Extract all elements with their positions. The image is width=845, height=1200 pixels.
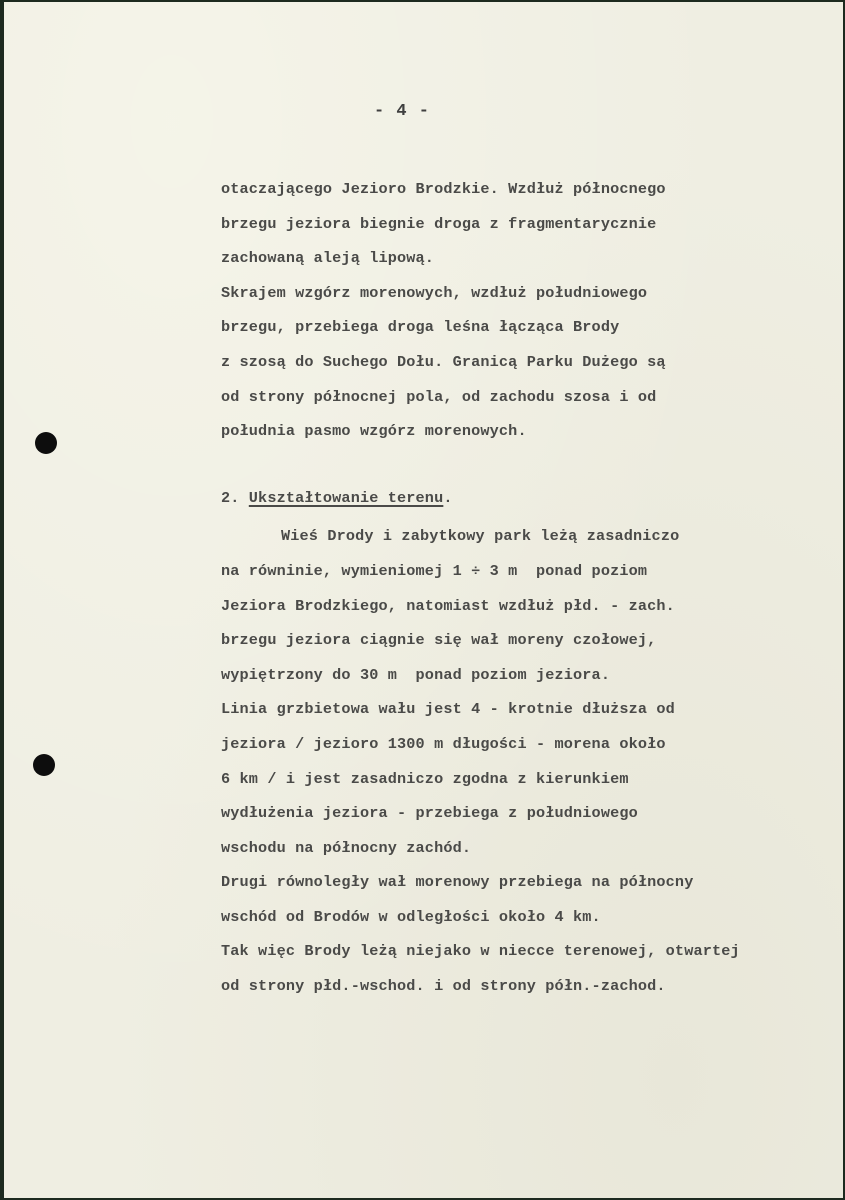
text-line: od strony północnej pola, od zachodu szosa i od: [221, 387, 657, 406]
section-title: Ukształtowanie terenu: [248, 488, 444, 507]
text-line: Skrajem wzgórz morenowych, wzdłuż południowego: [221, 283, 648, 302]
text-line: wydłużenia jeziora - przebiega z południowego: [221, 804, 638, 823]
section-title-period: .: [443, 488, 453, 507]
section-number: 2.: [221, 488, 240, 507]
document-body: [221, 172, 821, 1004]
section-heading: [221, 481, 821, 516]
text-line: jeziora / jezioro 1300 m długości - morena około: [221, 734, 666, 753]
text-line: z szosą do Suchego Dołu. Granicą Parku Dużego są: [221, 352, 666, 371]
text-line: Tak więc Brody leżą niejako w niecce terenowej, otwartej: [221, 942, 740, 961]
page-number: - 4 -: [373, 102, 430, 121]
binder-hole-bottom: [33, 754, 55, 776]
binder-hole-top: [35, 432, 57, 454]
text-line: brzegu jeziora biegnie droga z fragmentarycznie: [221, 214, 657, 233]
text-line: Linia grzbietowa wału jest 4 - krotnie dłuższa od: [221, 700, 675, 719]
text-line: Drugi równoległy wał morenowy przebiega na północny: [221, 873, 694, 892]
text-line: brzegu jeziora ciągnie się wał moreny czołowej,: [221, 631, 657, 650]
text-line: wypiętrzony do 30 m ponad poziom jeziora.: [221, 665, 611, 684]
text-line: 6 km / i jest zasadniczo zgodna z kierunkiem: [221, 769, 629, 788]
document-page: [4, 2, 843, 1198]
paragraph-continuation: [221, 172, 821, 449]
text-line: Jeziora Brodzkiego, natomiast wzdłuż płd. - zach.: [221, 596, 675, 615]
text-line: na równinie, wymieniomej 1 ÷ 3 m ponad poziom: [221, 561, 648, 580]
text-line: wschód od Brodów w odległości około 4 km.: [221, 907, 601, 926]
text-line: zachowaną aleją lipową.: [221, 249, 435, 268]
text-line: południa pasmo wzgórz morenowych.: [221, 422, 527, 441]
text-line: otaczającego Jezioro Brodzkie. Wzdłuż północnego: [221, 180, 666, 198]
text-line: brzegu, przebiega droga leśna łącząca Brody: [221, 318, 620, 337]
text-line: Wieś Drody i zabytkowy park leżą zasadniczo: [281, 527, 680, 546]
section-body: [221, 519, 821, 1003]
text-line: od strony płd.-wschod. i od strony półn.-zachod.: [221, 977, 666, 996]
text-line: wschodu na północny zachód.: [221, 838, 472, 857]
